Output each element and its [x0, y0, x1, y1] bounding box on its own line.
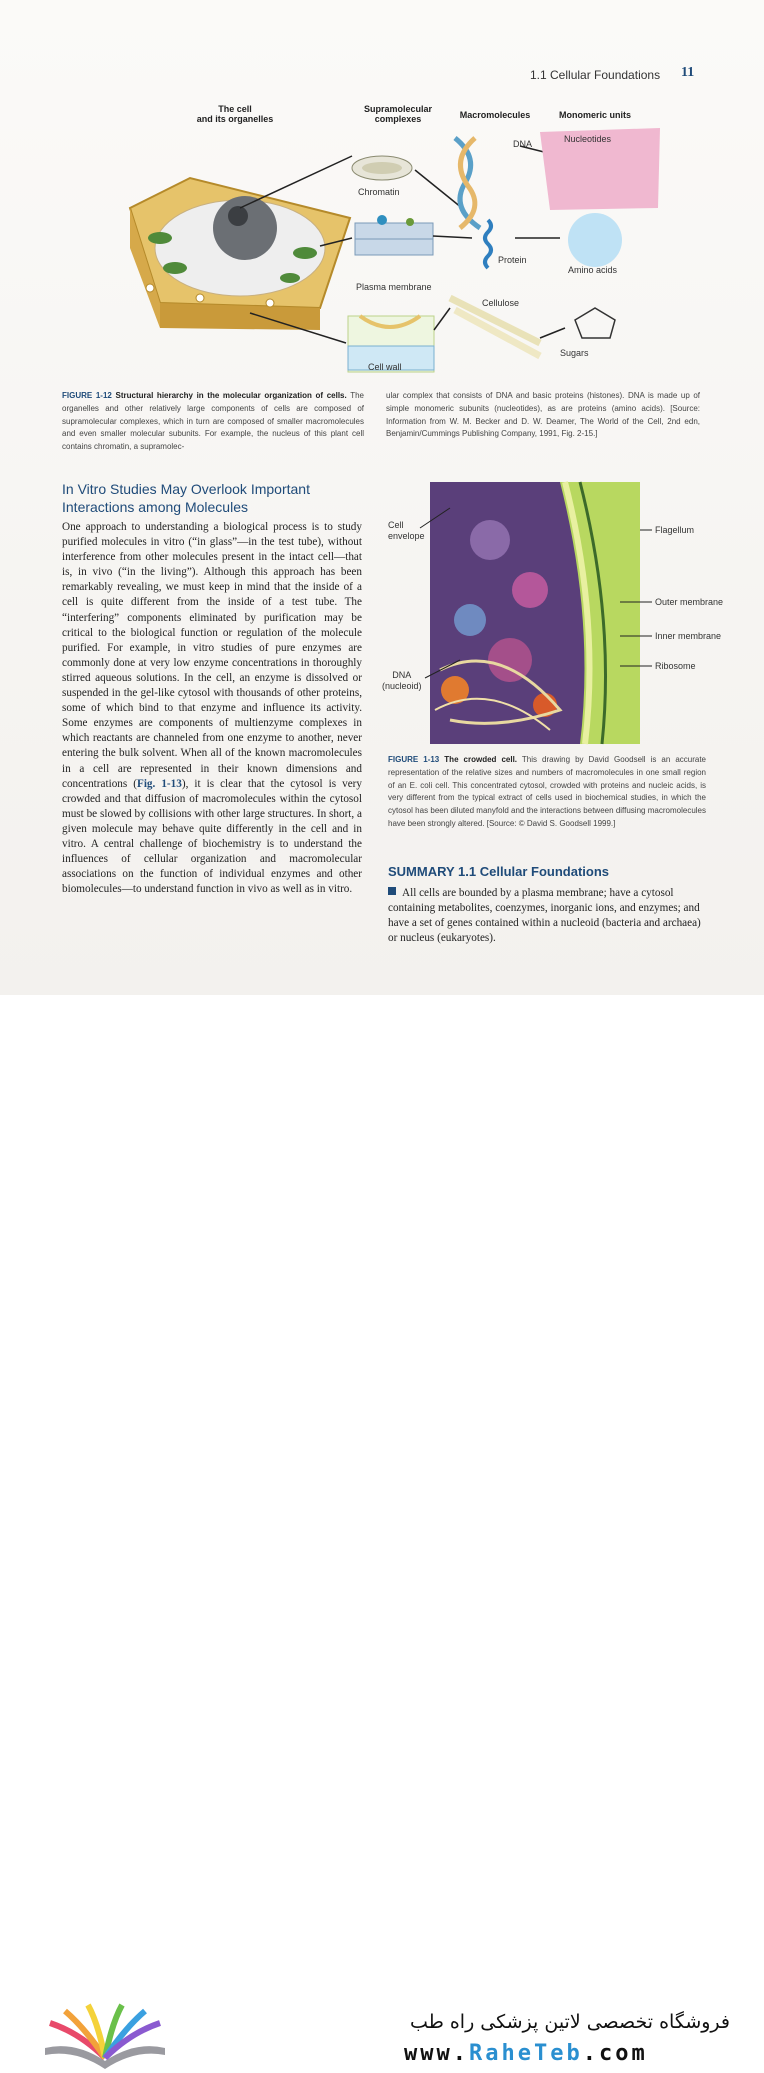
header-monomeric: Monomeric units — [558, 110, 631, 120]
label-plasma-membrane: Plasma membrane — [356, 282, 432, 292]
caption-1-12-text-left: The organelles and other relatively large components of cells are composed of supramolecular complexes, which in turn are composed of smaller macromolecules and even smaller molecular subunits. For example, the nucleus of this plant cell contains chromatin, a supramolec- — [62, 391, 365, 452]
caption-1-13-text: This drawing by David Goodsell is an accurate representation of the relative sizes and numbers of macromolecules in one small region of an E. coli cell. This concentrated cytosol, crowded with proteins and nucleic acids, is very different from the typical extract of cells used in biochemical studies, in which the cytosol has been diluted manyfold and the interactions between diffusing macromolecules have been strongly altered. [Source: © David S. Goodsell 1999.] — [388, 755, 706, 828]
caption-1-12-title: Structural hierarchy in the molecular organization of cells. — [115, 391, 347, 400]
label-ribosome: Ribosome — [655, 661, 696, 671]
figure-1-12 — [120, 98, 660, 380]
store-footer — [0, 995, 764, 2066]
label-protein: Protein — [498, 255, 527, 265]
caption-1-12-left — [62, 390, 364, 454]
label-cellulose: Cellulose — [482, 298, 520, 308]
summary-title: SUMMARY 1.1 Cellular Foundations — [388, 864, 610, 879]
label-dna-nucleoid: DNA (nucleoid) — [382, 670, 422, 691]
label-outer-membrane: Outer membrane — [655, 597, 724, 607]
open-book-logo-icon — [40, 2003, 170, 2073]
figure-1-13-illustration — [380, 480, 730, 750]
running-head: 1.1 Cellular Foundations — [530, 68, 661, 82]
label-chromatin: Chromatin — [358, 187, 400, 197]
body-text-part2: ), it is clear that the cytosol is very crowded and that diffusion of macromolecules within the cytosol must be slowed by collisions with other large structures. In short, a given molecule may behave quite differently in the cell and in vitro. A central challenge of biochemistry is to understand the influences of cellular organization and macromolecular associations on the function of individual enzymes and other biomolecules—to understand function in vivo as well as in vitro. — [62, 777, 362, 896]
label-cell-wall: Cell wall — [368, 362, 402, 372]
section-title: In Vitro Studies May Overlook Important Interactions among Molecules — [62, 481, 310, 515]
caption-1-12-right: ular complex that consists of DNA and basic proteins (histones). DNA is made up of simple monomeric subunits (nucleotides), as are proteins (amino acids). [Source: Information from W. M. Becker and D. W. Deamer, The World of the Cell, 2nd edn, Benjamin/Cummings Publishing Company, 1991, Fig. 2-15.] — [386, 391, 700, 439]
caption-1-13-label: FIGURE 1-13 — [388, 755, 440, 764]
label-dna: DNA — [513, 139, 533, 149]
textbook-page — [0, 0, 764, 995]
caption-1-13 — [388, 754, 706, 831]
label-flagellum: Flagellum — [655, 525, 695, 535]
label-cell-envelope: Cell envelope — [388, 520, 425, 541]
bullet-square-icon — [388, 887, 396, 895]
url-brand: RaheTeb — [468, 2041, 583, 2066]
caption-1-13-title: The crowded cell. — [444, 755, 518, 764]
summary-bullet-text: All cells are bounded by a plasma membrane; have a cytosol containing metabolites, coenzymes, inorganic ions, and enzymes; and have a set of genes contained within a nucleoid (bacteria and archaea) or nucleus (eukaryotes). — [388, 887, 701, 945]
label-amino-acids: Amino acids — [568, 265, 618, 275]
label-nucleotides: Nucleotides — [564, 134, 612, 144]
caption-1-12-label: FIGURE 1-12 — [62, 391, 112, 400]
store-url[interactable] — [404, 2041, 648, 2066]
header-cell-organelles: The cell and its organelles — [196, 104, 274, 124]
label-sugars: Sugars — [560, 348, 589, 358]
body-text-part1: One approach to understanding a biological process is to study purified molecules in vitro (“in glass”—in the test tube), without interference from other molecules present in the intact cell—that is, in vivo (“in the living”). Although this approach has been remarkably revealing, we must keep in mind that the inside of a cell is quite different from the inside of a test tube. The “interfering” components eliminated by purification may be critical to the biological function or regulation of the molecule purified. For example, in vitro studies of pure enzymes are commonly done at very low enzyme concentrations in thoroughly stirred aqueous solutions. In the cell, an enzyme is dissolved or suspended in the gel-like cytosol with thousands of other proteins, some of which bind to that enzyme and influence its activity. Some enzymes are components of multienzyme complexes in which reactants are channeled from one enzyme to another, never entering the bulk solvent. When all of the known macromolecules in a cell are represented in their known dimensions and concentrations ( — [62, 521, 362, 790]
store-name: فروشگاه تخصصی لاتین پزشکی راه طب — [410, 2011, 730, 2033]
url-prefix: www. — [404, 2041, 469, 2066]
label-inner-membrane: Inner membrane — [655, 631, 722, 641]
header-macromolecules: Macromolecules — [459, 110, 531, 120]
header-supramolecular: Supramolecular complexes — [363, 104, 433, 124]
section-body — [62, 520, 362, 897]
page-number: 11 — [681, 65, 695, 80]
figure-reference-link[interactable]: Fig. 1-13 — [136, 777, 182, 790]
summary-bullet — [388, 886, 708, 946]
figure-1-13 — [380, 480, 730, 750]
url-suffix: .com — [582, 2041, 648, 2066]
